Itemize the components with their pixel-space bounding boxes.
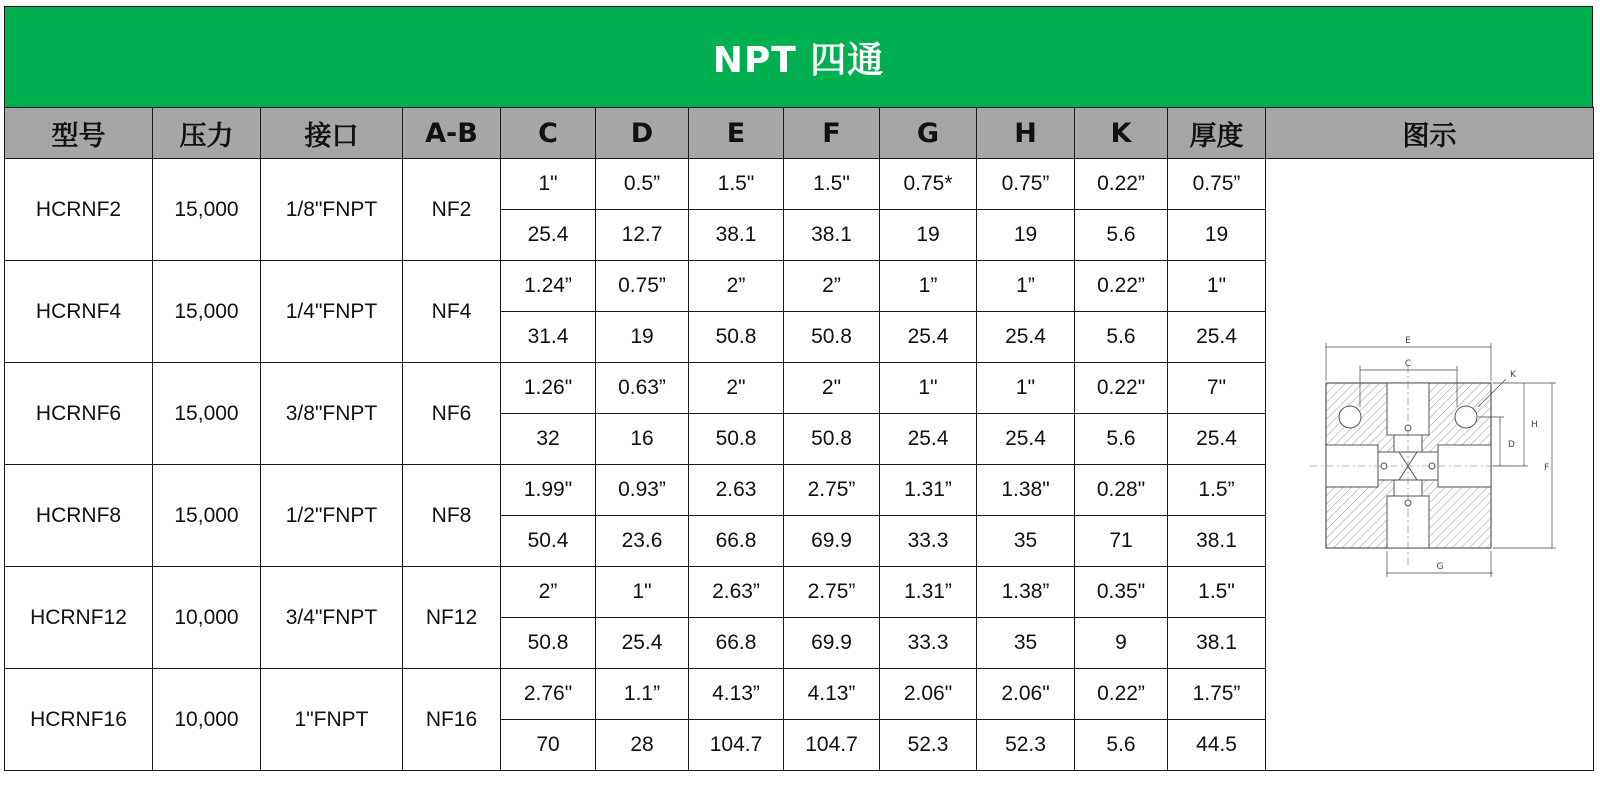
- dim-f-mm-cell: 104.7: [784, 720, 880, 771]
- dim-h-inch-cell: 1.38": [977, 465, 1075, 516]
- dim-thickness-mm-cell: 38.1: [1168, 618, 1266, 669]
- header-thickness: 厚度: [1168, 108, 1266, 159]
- header-c: C: [501, 108, 596, 159]
- dim-e-inch-cell: 2”: [689, 261, 784, 312]
- dim-h-mm-cell: 25.4: [977, 414, 1075, 465]
- dim-k-inch-cell: 0.22”: [1075, 669, 1168, 720]
- ab-cell: NF2: [403, 159, 501, 261]
- dim-g-mm-cell: 33.3: [880, 516, 977, 567]
- dim-g-inch-cell: 1.31”: [880, 567, 977, 618]
- dim-e-inch-cell: 2.63: [689, 465, 784, 516]
- table-body: [5, 159, 1594, 771]
- dim-c-inch-cell: 1.24”: [501, 261, 596, 312]
- dim-f-mm-cell: 69.9: [784, 618, 880, 669]
- dim-c-inch-cell: 1": [501, 159, 596, 210]
- dim-g-mm-cell: 25.4: [880, 312, 977, 363]
- dim-thickness-mm-cell: 38.1: [1168, 516, 1266, 567]
- dim-d-mm-cell: 23.6: [596, 516, 689, 567]
- model-cell: HCRNF16: [5, 669, 153, 771]
- dim-k-mm-cell: 71: [1075, 516, 1168, 567]
- header-f: F: [784, 108, 880, 159]
- model-cell: HCRNF12: [5, 567, 153, 669]
- label-c: C: [1404, 358, 1411, 369]
- pressure-cell: 10,000: [153, 567, 261, 669]
- model-cell: HCRNF2: [5, 159, 153, 261]
- dim-g-inch-cell: 0.75*: [880, 159, 977, 210]
- dim-k-mm-cell: 5.6: [1075, 210, 1168, 261]
- spec-sheet: [4, 6, 1593, 771]
- dim-f-inch-cell: 2": [784, 363, 880, 414]
- dim-d-inch-cell: 0.75”: [596, 261, 689, 312]
- dim-k-mm-cell: 5.6: [1075, 312, 1168, 363]
- dim-k-inch-cell: 0.22”: [1075, 261, 1168, 312]
- dim-k-inch-cell: 0.22": [1075, 363, 1168, 414]
- pressure-cell: 15,000: [153, 465, 261, 567]
- dim-h-inch-cell: 2.06": [977, 669, 1075, 720]
- pressure-cell: 15,000: [153, 261, 261, 363]
- pressure-cell: 10,000: [153, 669, 261, 771]
- dim-h-mm-cell: 52.3: [977, 720, 1075, 771]
- dim-g-inch-cell: 2.06": [880, 669, 977, 720]
- dim-h-mm-cell: 19: [977, 210, 1075, 261]
- header-model: 型号: [5, 108, 153, 159]
- header-ab: A-B: [403, 108, 501, 159]
- dim-thickness-mm-cell: 19: [1168, 210, 1266, 261]
- dim-c-mm-cell: 50.8: [501, 618, 596, 669]
- header-figure: 图示: [1266, 108, 1594, 159]
- page-title: NPT 四通: [712, 39, 885, 81]
- dim-d-mm-cell: 25.4: [596, 618, 689, 669]
- header-d: D: [596, 108, 689, 159]
- cross-fitting-diagram: [1266, 335, 1593, 595]
- dim-e-mm-cell: 66.8: [689, 618, 784, 669]
- spec-table: [4, 107, 1594, 771]
- dim-d-mm-cell: 12.7: [596, 210, 689, 261]
- dim-thickness-inch-cell: 1.5”: [1168, 465, 1266, 516]
- dim-d-mm-cell: 19: [596, 312, 689, 363]
- dim-d-inch-cell: 1": [596, 567, 689, 618]
- dim-k-mm-cell: 5.6: [1075, 414, 1168, 465]
- header-e: E: [689, 108, 784, 159]
- label-d: D: [1507, 439, 1515, 450]
- dim-g-mm-cell: 52.3: [880, 720, 977, 771]
- dim-g-mm-cell: 33.3: [880, 618, 977, 669]
- dim-c-mm-cell: 32: [501, 414, 596, 465]
- dim-thickness-inch-cell: 1": [1168, 261, 1266, 312]
- port-cell: 3/4"FNPT: [261, 567, 403, 669]
- dim-k-inch-cell: 0.28": [1075, 465, 1168, 516]
- dim-g-inch-cell: 1": [880, 363, 977, 414]
- title-bar: [4, 6, 1593, 107]
- header-pressure: 压力: [153, 108, 261, 159]
- dim-thickness-mm-cell: 25.4: [1168, 312, 1266, 363]
- figure-cell: [1266, 159, 1594, 771]
- dim-e-mm-cell: 104.7: [689, 720, 784, 771]
- dim-f-mm-cell: 38.1: [784, 210, 880, 261]
- port-cell: 1"FNPT: [261, 669, 403, 771]
- dim-f-mm-cell: 50.8: [784, 414, 880, 465]
- dim-thickness-inch-cell: 0.75”: [1168, 159, 1266, 210]
- dim-d-mm-cell: 28: [596, 720, 689, 771]
- dim-h-mm-cell: 25.4: [977, 312, 1075, 363]
- dim-e-mm-cell: 66.8: [689, 516, 784, 567]
- table-row: [5, 159, 1594, 210]
- pressure-cell: 15,000: [153, 159, 261, 261]
- header-k: K: [1075, 108, 1168, 159]
- header-port: 接口: [261, 108, 403, 159]
- dim-g-mm-cell: 25.4: [880, 414, 977, 465]
- label-g: G: [1436, 561, 1443, 572]
- ab-cell: NF12: [403, 567, 501, 669]
- dim-thickness-inch-cell: 1.5": [1168, 567, 1266, 618]
- dim-d-inch-cell: 0.5”: [596, 159, 689, 210]
- port-cell: 1/4"FNPT: [261, 261, 403, 363]
- dim-k-mm-cell: 5.6: [1075, 720, 1168, 771]
- dim-thickness-mm-cell: 44.5: [1168, 720, 1266, 771]
- ab-cell: NF6: [403, 363, 501, 465]
- ab-cell: NF4: [403, 261, 501, 363]
- dim-e-inch-cell: 2.63”: [689, 567, 784, 618]
- dim-e-inch-cell: 2": [689, 363, 784, 414]
- dim-e-mm-cell: 50.8: [689, 414, 784, 465]
- port-cell: 1/8"FNPT: [261, 159, 403, 261]
- dim-thickness-mm-cell: 25.4: [1168, 414, 1266, 465]
- dim-d-inch-cell: 0.63”: [596, 363, 689, 414]
- dim-h-inch-cell: 1”: [977, 261, 1075, 312]
- dim-e-mm-cell: 50.8: [689, 312, 784, 363]
- dim-d-inch-cell: 1.1”: [596, 669, 689, 720]
- label-h: H: [1530, 419, 1538, 430]
- model-cell: HCRNF4: [5, 261, 153, 363]
- dim-d-mm-cell: 16: [596, 414, 689, 465]
- dim-thickness-inch-cell: 7": [1168, 363, 1266, 414]
- dim-f-mm-cell: 50.8: [784, 312, 880, 363]
- dim-f-inch-cell: 4.13”: [784, 669, 880, 720]
- ab-cell: NF8: [403, 465, 501, 567]
- dim-f-inch-cell: 1.5": [784, 159, 880, 210]
- fitting-body: [1310, 365, 1510, 567]
- dim-c-inch-cell: 1.26": [501, 363, 596, 414]
- dim-c-mm-cell: 25.4: [501, 210, 596, 261]
- cross-fitting-drawing: [1300, 335, 1560, 595]
- dim-h-inch-cell: 1": [977, 363, 1075, 414]
- label-k: K: [1509, 369, 1516, 380]
- header-h: H: [977, 108, 1075, 159]
- dim-k-inch-cell: 0.22”: [1075, 159, 1168, 210]
- dim-f-inch-cell: 2”: [784, 261, 880, 312]
- dim-e-inch-cell: 4.13”: [689, 669, 784, 720]
- dim-f-mm-cell: 69.9: [784, 516, 880, 567]
- dim-thickness-inch-cell: 1.75”: [1168, 669, 1266, 720]
- dim-c-inch-cell: 1.99": [501, 465, 596, 516]
- dim-c-mm-cell: 70: [501, 720, 596, 771]
- dim-g-inch-cell: 1”: [880, 261, 977, 312]
- dim-c-mm-cell: 31.4: [501, 312, 596, 363]
- dim-f-inch-cell: 2.75”: [784, 567, 880, 618]
- model-cell: HCRNF8: [5, 465, 153, 567]
- ab-cell: NF16: [403, 669, 501, 771]
- label-f: F: [1543, 462, 1549, 473]
- dim-k-inch-cell: 0.35": [1075, 567, 1168, 618]
- dim-d-inch-cell: 0.93”: [596, 465, 689, 516]
- port-cell: 3/8"FNPT: [261, 363, 403, 465]
- dim-h-mm-cell: 35: [977, 618, 1075, 669]
- dim-g-inch-cell: 1.31”: [880, 465, 977, 516]
- label-e: E: [1404, 335, 1411, 346]
- dim-c-inch-cell: 2.76": [501, 669, 596, 720]
- dim-h-inch-cell: 1.38”: [977, 567, 1075, 618]
- pressure-cell: 15,000: [153, 363, 261, 465]
- header-g: G: [880, 108, 977, 159]
- model-cell: HCRNF6: [5, 363, 153, 465]
- dim-e-inch-cell: 1.5": [689, 159, 784, 210]
- header-row: [5, 108, 1594, 159]
- port-cell: 1/2"FNPT: [261, 465, 403, 567]
- dim-c-mm-cell: 50.4: [501, 516, 596, 567]
- dim-k-mm-cell: 9: [1075, 618, 1168, 669]
- dim-c-inch-cell: 2”: [501, 567, 596, 618]
- dim-e-mm-cell: 38.1: [689, 210, 784, 261]
- dim-g-mm-cell: 19: [880, 210, 977, 261]
- dim-h-mm-cell: 35: [977, 516, 1075, 567]
- dim-h-inch-cell: 0.75”: [977, 159, 1075, 210]
- dim-f-inch-cell: 2.75”: [784, 465, 880, 516]
